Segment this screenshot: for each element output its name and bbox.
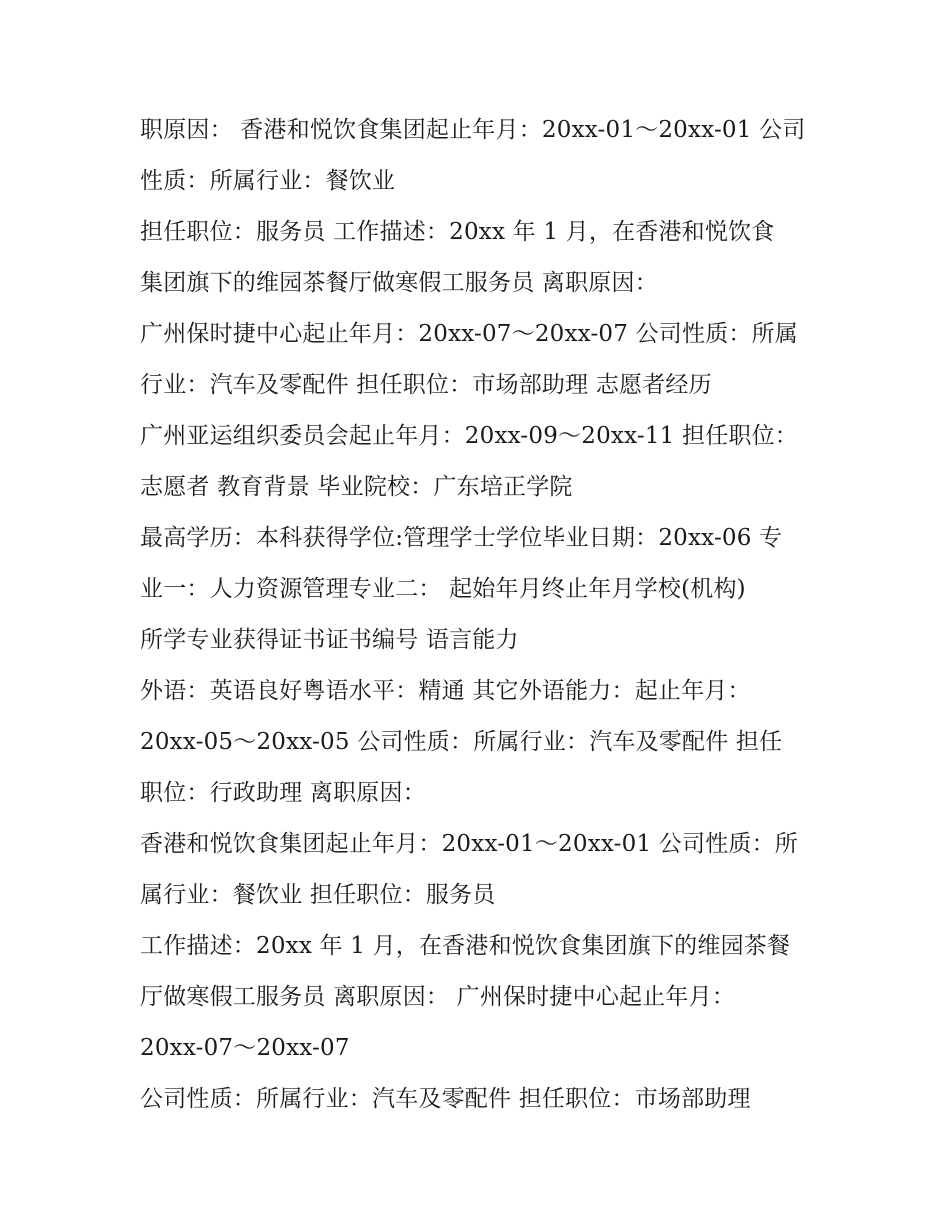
text-line: 所学专业获得证书证书编号 语言能力 xyxy=(140,627,519,653)
text-line: 业一：人力资源管理专业二： 起始年月终止年月学校(机构) xyxy=(140,576,746,602)
text-line: 20xx-05～20xx-05 公司性质：所属行业：汽车及零配件 担任 xyxy=(140,729,783,755)
body-text xyxy=(140,108,830,1128)
text-line: 志愿者 教育背景 毕业院校：广东培正学院 xyxy=(140,474,573,500)
text-line: 工作描述：20xx 年 1 月，在香港和悦饮食集团旗下的维园茶餐 xyxy=(140,933,791,959)
text-line: 公司性质：所属行业：汽车及零配件 担任职位：市场部助理 xyxy=(140,1086,751,1112)
text-line: 行业：汽车及零配件 担任职位：市场部助理 志愿者经历 xyxy=(140,372,712,398)
text-line: 广州亚运组织委员会起止年月：20xx-09～20xx-11 担任职位： xyxy=(140,423,798,449)
text-line: 广州保时捷中心起止年月：20xx-07～20xx-07 公司性质：所属 xyxy=(140,321,798,347)
text-line: 担任职位：服务员 工作描述：20xx 年 1 月，在香港和悦饮食 xyxy=(140,219,775,245)
text-line: 20xx-07～20xx-07 xyxy=(140,1035,350,1061)
text-line: 厅做寒假工服务员 离职原因： 广州保时捷中心起止年月： xyxy=(140,984,736,1010)
text-line: 职位：行政助理 离职原因： xyxy=(140,780,426,806)
text-line: 属行业：餐饮业 担任职位：服务员 xyxy=(140,882,496,908)
text-line: 香港和悦饮食集团起止年月：20xx-01～20xx-01 公司性质：所 xyxy=(140,831,798,857)
text-line: 职原因： 香港和悦饮食集团起止年月：20xx-01～20xx-01 公司 xyxy=(140,117,806,143)
text-line: 性质：所属行业：餐饮业 xyxy=(140,168,396,194)
text-line: 最高学历：本科获得学位:管理学士学位毕业日期：20xx-06 专 xyxy=(140,525,783,551)
text-line: 集团旗下的维园茶餐厅做寒假工服务员 离职原因： xyxy=(140,270,658,296)
text-line: 外语：英语良好粤语水平：精通 其它外语能力：起止年月： xyxy=(140,678,751,704)
